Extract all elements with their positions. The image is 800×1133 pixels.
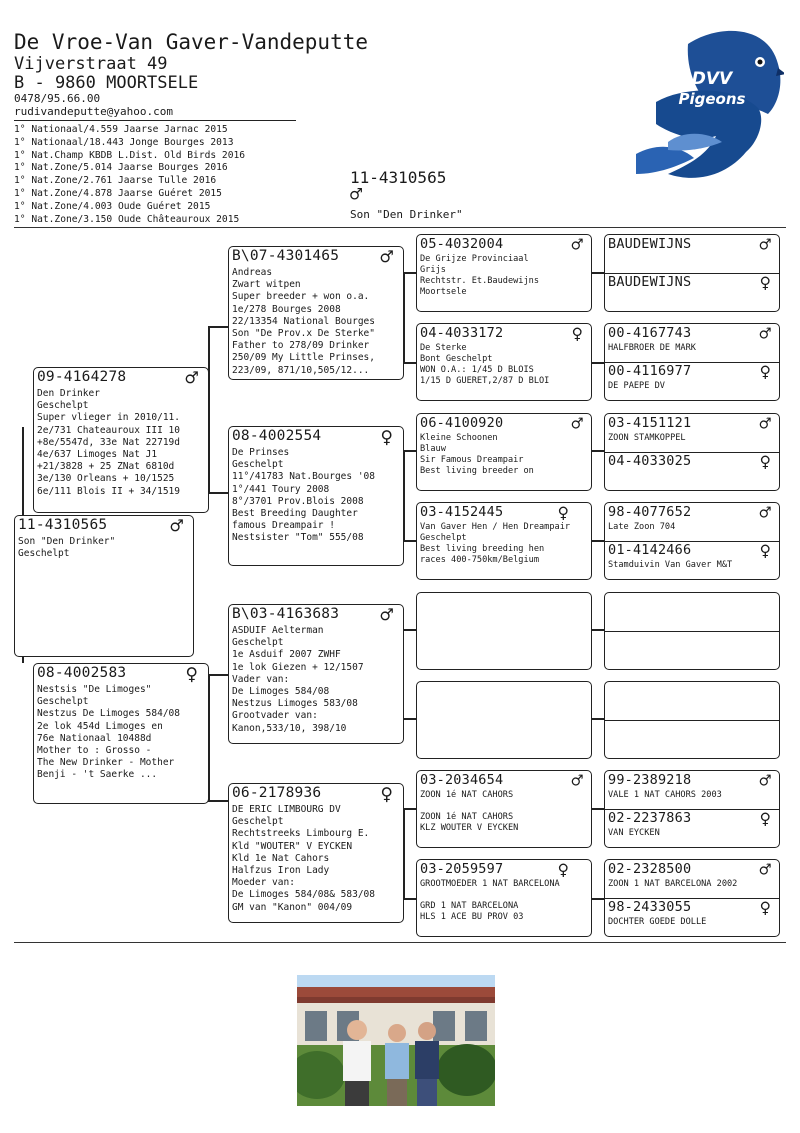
info-line: DE ERIC LIMBOURG DV <box>232 804 341 815</box>
male-symbol-icon: ♂ <box>759 234 771 256</box>
pigeon-info <box>232 625 401 735</box>
info-line: KLZ WOUTER V EYCKEN <box>420 823 519 833</box>
ring-number: 01-4142466 <box>608 542 692 558</box>
info-line: Blauw <box>420 444 446 454</box>
gen4-top <box>605 503 779 541</box>
info-line: 2e lok 454d Limoges en <box>37 720 163 732</box>
ring-number: 03-4152445 <box>420 504 504 520</box>
great-grandparent-card-empty <box>416 592 592 670</box>
divider <box>605 631 779 632</box>
connector <box>208 800 228 802</box>
male-symbol-icon: ♂ <box>571 234 583 256</box>
info-line: 4e/637 Limoges Nat J1 <box>37 449 158 461</box>
gen4-box <box>604 234 780 312</box>
info-line: Vader van: <box>232 673 290 685</box>
info-line: races 400-750km/Belgium <box>420 555 539 565</box>
female-symbol-icon: ♀ <box>557 502 569 524</box>
info-line: 1e lok Giezen + 12/1507 <box>232 661 364 673</box>
owner-city: B - 9860 MOORTSELE <box>14 73 199 93</box>
info-line: Zwart witpen <box>232 279 301 291</box>
info-line: Halfzus Iron Lady <box>232 865 330 877</box>
connector <box>22 427 24 515</box>
great-grandparent-card <box>416 323 592 401</box>
result-line: 1° Nat.Zone/3.150 Oude Châteauroux 2015 <box>14 213 240 225</box>
ring-number: 02-2328500 <box>608 861 692 877</box>
gen4-bottom <box>605 452 779 490</box>
pigeon-info <box>37 684 206 782</box>
male-symbol-icon: ♂ <box>185 367 198 390</box>
info-line: Geschelpt <box>232 637 284 649</box>
info-line: 1e/278 Bourges 2008 <box>232 303 341 315</box>
info-line: 2e/731 Chateauroux III 10 <box>37 424 180 436</box>
female-symbol-icon: ♀ <box>759 361 771 383</box>
info-line: 250/09 My Little Prinses, <box>232 352 375 364</box>
info-line: 6e/111 Blois II + 34/1519 <box>37 485 180 497</box>
male-symbol-icon: ♂ <box>350 182 363 206</box>
gen4-box <box>604 413 780 491</box>
info-line: Rechtstreeks Limbourg E. <box>232 828 370 840</box>
pigeon-info <box>232 804 401 914</box>
ring-number: 98-2433055 <box>608 899 692 915</box>
gen4-top <box>605 235 779 273</box>
logo-text-dvv: DVV <box>691 69 733 89</box>
ring-number: 08-4002554 <box>232 428 322 444</box>
ring-number: 06-2178936 <box>232 785 322 801</box>
male-symbol-icon: ♂ <box>759 859 771 881</box>
info-line: Son "Den Drinker" <box>18 536 116 547</box>
info-line: The New Drinker - Mother <box>37 757 175 769</box>
info-line: 8°/3701 Prov.Blois 2008 <box>232 495 364 507</box>
info-line: Grijs <box>420 265 446 275</box>
result-line: 1° Nat.Zone/4.878 Jaarse Guéret 2015 <box>14 187 222 199</box>
info-line: DOCHTER GOEDE DOLLE <box>608 917 707 927</box>
info-line: Super breeder + won o.a. <box>232 291 370 303</box>
gen4-top <box>605 324 779 362</box>
info-line: 22/13354 National Bourges <box>232 315 375 327</box>
result-line: 1° Nat.Zone/4.003 Oude Guéret 2015 <box>14 200 211 212</box>
male-symbol-icon: ♂ <box>571 413 583 435</box>
gen4-top <box>605 414 779 452</box>
connector <box>591 362 605 364</box>
connector <box>208 492 228 494</box>
info-line: VALE 1 NAT CAHORS 2003 <box>608 790 722 800</box>
gen4-box <box>604 859 780 937</box>
connector <box>591 718 605 720</box>
info-line: DE PAEPE DV <box>608 381 665 391</box>
female-symbol-icon: ♀ <box>557 859 569 881</box>
female-symbol-icon: ♀ <box>571 323 583 345</box>
info-line: 11°/41783 Nat.Bourges '08 <box>232 471 375 483</box>
info-line: Geschelpt <box>232 459 284 471</box>
male-symbol-icon: ♂ <box>759 413 771 435</box>
info-line: 1/15 D GUERET,2/87 D BLOI <box>420 376 550 386</box>
gen4-top <box>605 860 779 898</box>
info-line: Nestsis "De Limoges" <box>37 684 152 695</box>
info-line: 223/09, 871/10,505/12... <box>232 364 370 376</box>
male-symbol-icon: ♂ <box>759 770 771 792</box>
ring-number: 06-4100920 <box>420 415 504 431</box>
info-line: Geschelpt <box>420 533 467 543</box>
result-line: 1° Nationaal/18.443 Jonge Bourges 2013 <box>14 136 234 148</box>
ring-number: 98-4077652 <box>608 504 692 520</box>
info-line: WON O.A.: 1/45 D BLOIS <box>420 365 534 375</box>
connector <box>403 362 417 364</box>
center-ring: 11-4310565 <box>350 168 447 187</box>
owner-phone: 0478/95.66.00 <box>14 92 101 105</box>
sire-sire-card <box>228 246 404 380</box>
bottom-divider <box>14 942 786 943</box>
sire-dam-card <box>228 426 404 566</box>
info-line: Super vlieger in 2010/11. <box>37 412 180 424</box>
info-line: De Limoges 584/08 <box>232 686 330 698</box>
dvv-pigeons-logo <box>628 24 784 192</box>
info-line: 76e Nationaal 10488d <box>37 732 152 744</box>
ring-number: 03-2059597 <box>420 861 504 877</box>
great-grandparent-card <box>416 859 592 937</box>
info-line: Best Breeding Daughter <box>232 508 358 520</box>
owner-underline <box>14 120 296 121</box>
pigeon-logo-icon <box>628 24 784 192</box>
info-line: Benji - 't Saerke ... <box>37 769 158 781</box>
info-line <box>420 801 589 812</box>
connector <box>591 540 605 542</box>
ring-number: B\07-4301465 <box>232 248 340 264</box>
ring-number: BAUDEWIJNS <box>608 274 692 290</box>
top-divider <box>14 227 786 228</box>
gen4-box-empty <box>604 681 780 759</box>
pigeon-info <box>420 343 589 387</box>
info-line: Kld 1e Nat Cahors <box>232 852 330 864</box>
results-list <box>14 124 245 226</box>
info-line: Kanon,533/10, 398/10 <box>232 722 347 734</box>
connector <box>403 898 417 900</box>
female-symbol-icon: ♀ <box>759 540 771 562</box>
ring-number: 03-4151121 <box>608 415 692 431</box>
connector <box>403 540 417 542</box>
info-line: ZOON STAMKOPPEL <box>608 433 686 443</box>
info-line: HLS 1 ACE BU PROV 03 <box>420 912 524 922</box>
pigeon-info <box>420 522 589 566</box>
info-line: Geschelpt <box>37 696 89 708</box>
ring-number: 03-2034654 <box>420 772 504 788</box>
ring-number: 00-4167743 <box>608 325 692 341</box>
info-line: Nestzus De Limoges 584/08 <box>37 708 180 720</box>
connector <box>208 326 228 328</box>
male-symbol-icon: ♂ <box>380 604 393 627</box>
info-line: GROOTMOEDER 1 NAT BARCELONA <box>420 879 560 889</box>
gen4-box <box>604 502 780 580</box>
pigeon-info <box>232 447 401 545</box>
info-line: 1°/441 Toury 2008 <box>232 483 330 495</box>
female-symbol-icon: ♀ <box>759 897 771 919</box>
info-line: Moortsele <box>420 287 467 297</box>
sire-card <box>33 367 209 513</box>
connector <box>403 718 417 720</box>
gen4-box-empty <box>604 592 780 670</box>
ring-number: 99-2389218 <box>608 772 692 788</box>
info-line: Kld "WOUTER" V EYCKEN <box>232 840 353 852</box>
result-line: 1° Nat.Zone/2.761 Jaarse Tulle 2016 <box>14 175 217 187</box>
info-line: De Grijze Provinciaal <box>420 254 529 264</box>
info-line: ASDUIF Aelterman <box>232 625 324 636</box>
owner-email: rudivandeputte@yahoo.com <box>14 105 173 118</box>
gen4-bottom <box>605 809 779 847</box>
info-line: GM van "Kanon" 004/09 <box>232 901 353 913</box>
female-symbol-icon: ♀ <box>380 783 393 806</box>
pigeon-info <box>232 267 401 377</box>
info-line: GRD 1 NAT BARCELONA <box>420 901 519 911</box>
great-grandparent-card <box>416 234 592 312</box>
connector <box>591 272 605 274</box>
gen4-top <box>605 771 779 809</box>
dam-sire-card <box>228 604 404 744</box>
info-line: +21/3828 + 25 ZNat 6810d <box>37 461 175 473</box>
connector <box>403 450 417 452</box>
info-line: Kleine Schoonen <box>420 433 498 443</box>
great-grandparent-card <box>416 502 592 580</box>
info-line: Sir Famous Dreampair <box>420 455 524 465</box>
great-grandparent-card <box>416 770 592 848</box>
ring-number: 05-4032004 <box>420 236 504 252</box>
pigeon-info <box>37 388 206 498</box>
male-symbol-icon: ♂ <box>571 770 583 792</box>
info-line: Geschelpt <box>37 400 89 412</box>
info-line: Best living breeder on <box>420 466 534 476</box>
connector <box>591 629 605 631</box>
info-line: De Limoges 584/08& 583/08 <box>232 889 375 901</box>
gen4-box <box>604 770 780 848</box>
male-symbol-icon: ♂ <box>170 515 183 538</box>
gen4-bottom <box>605 362 779 400</box>
info-line: Geschelpt <box>232 816 284 828</box>
female-symbol-icon: ♀ <box>380 426 393 449</box>
connector <box>208 674 228 676</box>
female-symbol-icon: ♀ <box>759 272 771 294</box>
logo-text-pigeons: Pigeons <box>678 90 746 108</box>
gen4-bottom <box>605 273 779 311</box>
connector <box>403 629 417 631</box>
info-line: HALFBROER DE MARK <box>608 343 696 353</box>
info-line: De Sterke <box>420 343 467 353</box>
great-grandparent-card-empty <box>416 681 592 759</box>
info-line: 3e/130 Orleans + 10/1525 <box>37 473 175 485</box>
info-line: famous Dreampair ! <box>232 520 335 532</box>
connector <box>403 808 417 810</box>
dam-card <box>33 663 209 804</box>
pigeon-info <box>18 536 191 560</box>
divider <box>605 720 779 721</box>
gen4-bottom <box>605 541 779 579</box>
info-line: Moeder van: <box>232 877 295 889</box>
ring-number: 04-4033172 <box>420 325 504 341</box>
info-line: Van Gaver Hen / Hen Dreampair <box>420 522 571 532</box>
male-symbol-icon: ♂ <box>380 246 393 269</box>
owners-photo <box>297 975 495 1106</box>
gen4-box <box>604 323 780 401</box>
pigeon-info <box>420 790 589 834</box>
great-grandparent-card <box>416 413 592 491</box>
center-name: Son "Den Drinker" <box>350 208 463 221</box>
owners-photo-image <box>297 975 495 1106</box>
female-symbol-icon: ♀ <box>759 451 771 473</box>
info-line: Andreas <box>232 267 273 278</box>
ring-number: BAUDEWIJNS <box>608 236 692 252</box>
pigeon-info <box>420 879 589 923</box>
info-line: 1e Asduif 2007 ZWHF <box>232 649 341 661</box>
info-line: VAN EYCKEN <box>608 828 660 838</box>
info-line: Stamduivin Van Gaver M&T <box>608 560 733 570</box>
info-line: Late Zoon 704 <box>608 522 676 532</box>
connector <box>591 898 605 900</box>
info-line: ZOON 1é NAT CAHORS <box>420 790 514 800</box>
female-symbol-icon: ♀ <box>759 808 771 830</box>
male-symbol-icon: ♂ <box>759 323 771 345</box>
subject-card <box>14 515 194 657</box>
result-line: 1° Nat.Champ KBDB L.Dist. Old Birds 2016 <box>14 149 246 161</box>
connector <box>591 450 605 452</box>
ring-number: B\03-4163683 <box>232 606 340 622</box>
owner-name: De Vroe-Van Gaver-Vandeputte <box>14 30 369 54</box>
info-line: Best living breeding hen <box>420 544 545 554</box>
ring-number: 00-4116977 <box>608 363 692 379</box>
info-line: Rechtstr. Et.Baudewijns <box>420 276 539 286</box>
male-symbol-icon: ♂ <box>759 502 771 524</box>
dam-dam-card <box>228 783 404 923</box>
result-line: 1° Nationaal/4.559 Jaarse Jarnac 2015 <box>14 124 228 135</box>
info-line: Den Drinker <box>37 388 100 399</box>
ring-number: 08-4002583 <box>37 665 127 681</box>
pigeon-info <box>420 433 589 477</box>
info-line: Bont Geschelpt <box>420 354 493 364</box>
info-line <box>420 890 589 901</box>
result-line: 1° Nat.Zone/5.014 Jaarse Bourges 2016 <box>14 162 228 174</box>
ring-number: 11-4310565 <box>18 517 108 533</box>
owner-street: Vijverstraat 49 <box>14 54 168 74</box>
gen4-bottom <box>605 898 779 936</box>
info-line: Nestsister "Tom" 555/08 <box>232 532 364 544</box>
info-line: Grootvader van: <box>232 710 318 722</box>
info-line: ZOON 1é NAT CAHORS <box>420 812 514 822</box>
ring-number: 02-2237863 <box>608 810 692 826</box>
ring-number: 04-4033025 <box>608 453 692 469</box>
connector <box>591 808 605 810</box>
info-line: De Prinses <box>232 447 290 458</box>
info-line: Father to 278/09 Drinker <box>232 340 370 352</box>
female-symbol-icon: ♀ <box>185 663 198 686</box>
ring-number: 09-4164278 <box>37 369 127 385</box>
info-line: Mother to : Grosso - <box>37 745 152 757</box>
info-line: ZOON 1 NAT BARCELONA 2002 <box>608 879 738 889</box>
connector <box>403 272 417 274</box>
info-line: Son "De Prov.x De Sterke" <box>232 328 375 340</box>
info-line: Nestzus Limoges 583/08 <box>232 698 358 710</box>
info-line: +8e/5547d, 33e Nat 22719d <box>37 436 180 448</box>
info-line: Geschelpt <box>18 548 70 560</box>
pigeon-info <box>420 254 589 298</box>
